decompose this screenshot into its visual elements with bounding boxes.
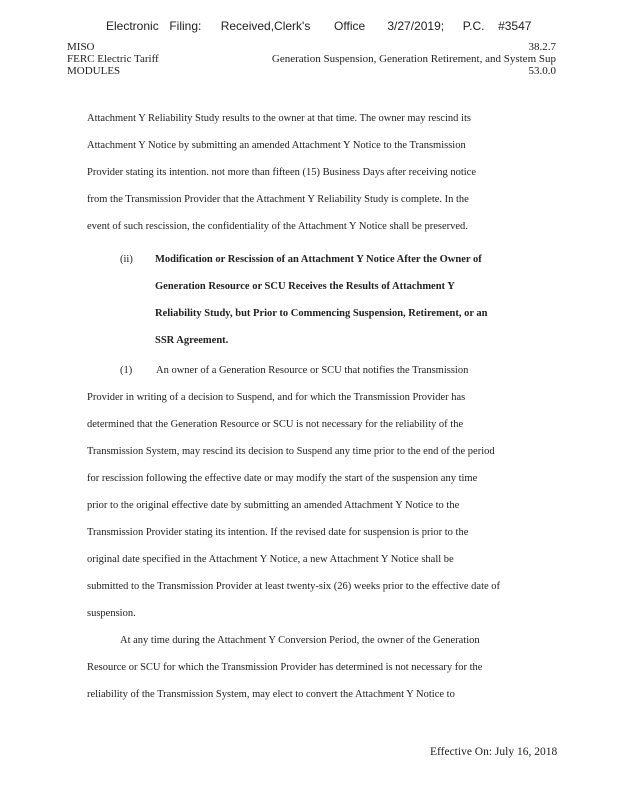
header-left-1: MISO [67,41,95,53]
filing-office: Office [334,19,366,33]
text-line: suspension. [87,608,136,619]
heading-line: Generation Resource or SCU Receives the Results of Attachment Y [155,281,455,292]
filing-number: #3547 [498,19,532,33]
text-line: Provider in writing of a decision to Suspend, and for which the Transmission Provider has [87,392,466,403]
effective-date-footer: Effective On: July 16, 2018 [430,746,558,758]
header-right-2: Generation Suspension, Generation Retirement, and System Sup [271,53,556,65]
heading-line: SSR Agreement. [155,335,229,346]
text-line: Provider stating its intention. not more than fifteen (15) Business Days after receiving notice [87,167,476,178]
text-line: Transmission System, may rescind its decision to Suspend any time prior to the end of the period [87,446,495,457]
text-line: original date specified in the Attachment Y Notice, a new Attachment Y Notice shall be [87,554,454,565]
filing-received: Received,Clerk's [220,19,311,33]
text-line: Attachment Y Reliability Study results to the owner at that time. The owner may rescind its [87,113,471,124]
conversion-paragraph [87,627,542,708]
filing-electronic: Electronic [106,19,159,33]
header-left-3: MODULES [67,65,121,77]
continuation-paragraph [87,105,542,240]
text-line: An owner of a Generation Resource or SCU that notifies the Transmission [156,365,469,376]
text-line: submitted to the Transmission Provider at least twenty-six (26) weeks prior to the effective date of [87,581,501,592]
text-line: for rescission following the effective date or may modify the start of the suspension any time [87,473,478,484]
header-left-2: FERC Electric Tariff [67,53,159,65]
item-number: (1) [120,365,133,376]
text-line: determined that the Generation Resource or SCU is not necessary for the reliability of the [87,419,464,430]
text-line: Resource or SCU for which the Transmission Provider has determined is not necessary for the [87,662,483,673]
item-1-paragraph [87,357,542,627]
text-line: At any time during the Attachment Y Conversion Period, the owner of the Generation [120,635,480,646]
filing-pc: P.C. [462,19,485,33]
filing-label: Filing: [169,19,202,33]
header-right-3: 53.0.0 [528,65,556,77]
heading-number: (ii) [120,254,133,265]
text-line: from the Transmission Provider that the Attachment Y Reliability Study is complete. In the [87,194,469,205]
filing-date: 3/27/2019; [387,19,445,33]
text-line: Attachment Y Notice by submitting an amended Attachment Y Notice to the Transmission [87,140,466,151]
heading-line: Reliability Study, but Prior to Commencing Suspension, Retirement, or an [155,308,488,319]
filing-stamp [106,19,531,33]
header-right-1: 38.2.7 [528,41,556,53]
text-line: event of such rescission, the confidentiality of the Attachment Y Notice shall be preserved. [87,221,468,232]
heading-line: Modification or Rescission of an Attachment Y Notice After the Owner of [155,254,482,265]
text-line: Transmission Provider stating its intention. If the revised date for suspension is prior to the [87,527,469,538]
text-line: reliability of the Transmission System, may elect to convert the Attachment Y Notice to [87,689,455,700]
text-line: prior to the original effective date by submitting an amended Attachment Y Notice to the [87,500,460,511]
